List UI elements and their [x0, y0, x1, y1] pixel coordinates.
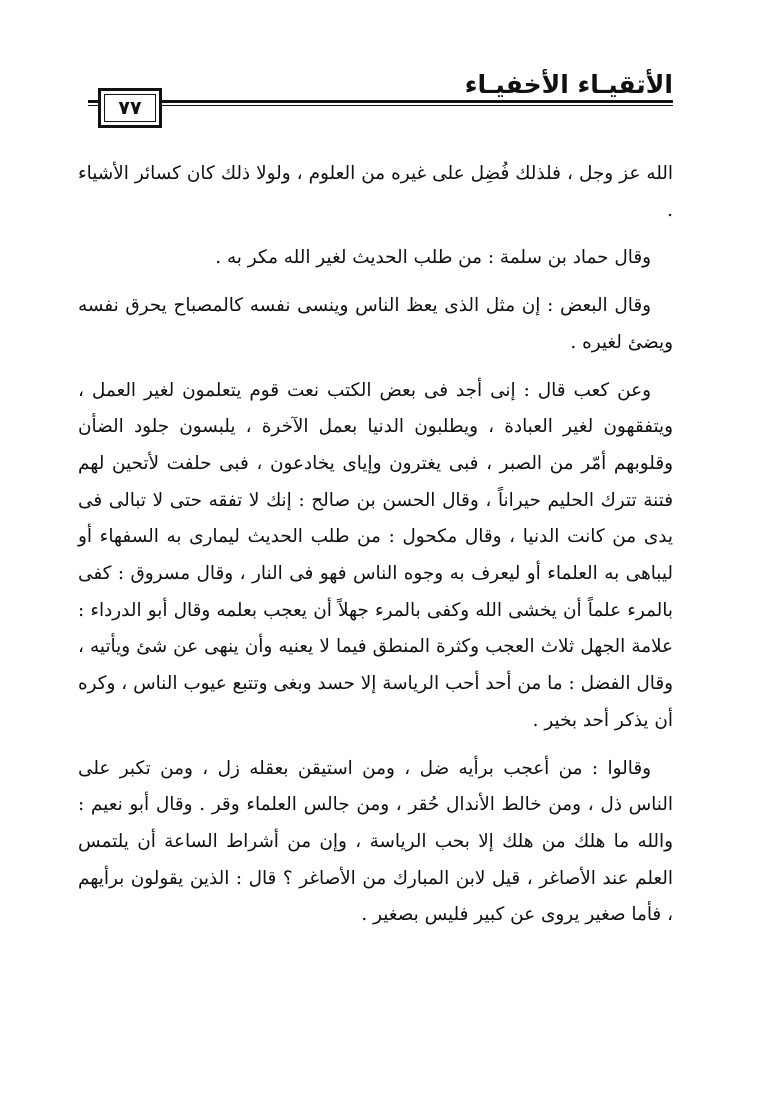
page-number-box	[98, 88, 162, 128]
paragraph: وعن كعب قال : إنى أجد فى بعض الكتب نعت قوم يتعلمون لغير العمل ، ويتفقهون لغير العبادة ، ويطلبون الدنيا بعمل الآخرة ، يلبسون جلود الضأن وقلوبهم أمّر من الصبر ، فبى يغترون وإياى يخادعون ، فبى حلفت لأتحين لهم فتنة تترك الحليم حيراناً ، وقال الحسن بن صالح : إنك لا تفقه حتى لا تبالى فى يدى من كانت الدنيا ، وقال مكحول : من طلب الحديث ليمارى به السفهاء أو ليباهى به العلماء أو ليعرف به وجوه الناس فهو فى النار ، وقال مسروق : كفى بالمرء علماً أن يخشى الله وكفى بالمرء جهلاً أن يعجب بعلمه وقال أبو الدرداء : علامة الجهل ثلاث العجب وكثرة المنطق فيما لا يعنيه وأن ينهى عن شئ ويأتيه ، وقال الفضل : ما من أحد أحب الرياسة إلا حسد وبغى وتتبع عيوب الناس ، وكره أن يذكر أحد بخير .	[78, 379, 673, 731]
header-rule-thin	[88, 105, 673, 106]
paragraph: وقال حماد بن سلمة : من طلب الحديث لغير الله مكر به .	[215, 247, 651, 269]
body-text	[78, 156, 673, 934]
running-header-title: الأتقيـاء الأخفيـاء	[464, 70, 673, 99]
paragraph: وقالوا : من أعجب برأيه ضل ، ومن استيقن بعقله زل ، ومن تكبر على الناس ذل ، ومن خالط الأندال حُقر ، ومن جالس العلماء وقر . وقال أبو نعيم : والله ما هلك من هلك إلا بحب الرياسة ، وإن من أشراط الساعة أن يلتمس العلم عند الأصاغر ، قيل لابن المبارك من الأصاغر ؟ قال : الذين يقولون برأيهم ، فأما صغير يروى عن كبير فليس بصغير .	[78, 757, 673, 926]
paragraph: وقال البعض : إن مثل الذى يعظ الناس وينسى نفسه كالمصباح يحرق نفسه ويضئ لغيره .	[78, 295, 673, 353]
header-rule-thick	[88, 100, 673, 103]
paragraph: الله عز وجل ، فلذلك فُضِل على غيره من العلوم ، ولولا ذلك كان كسائر الأشياء .	[78, 163, 673, 221]
page-number: ٧٧	[104, 94, 156, 122]
